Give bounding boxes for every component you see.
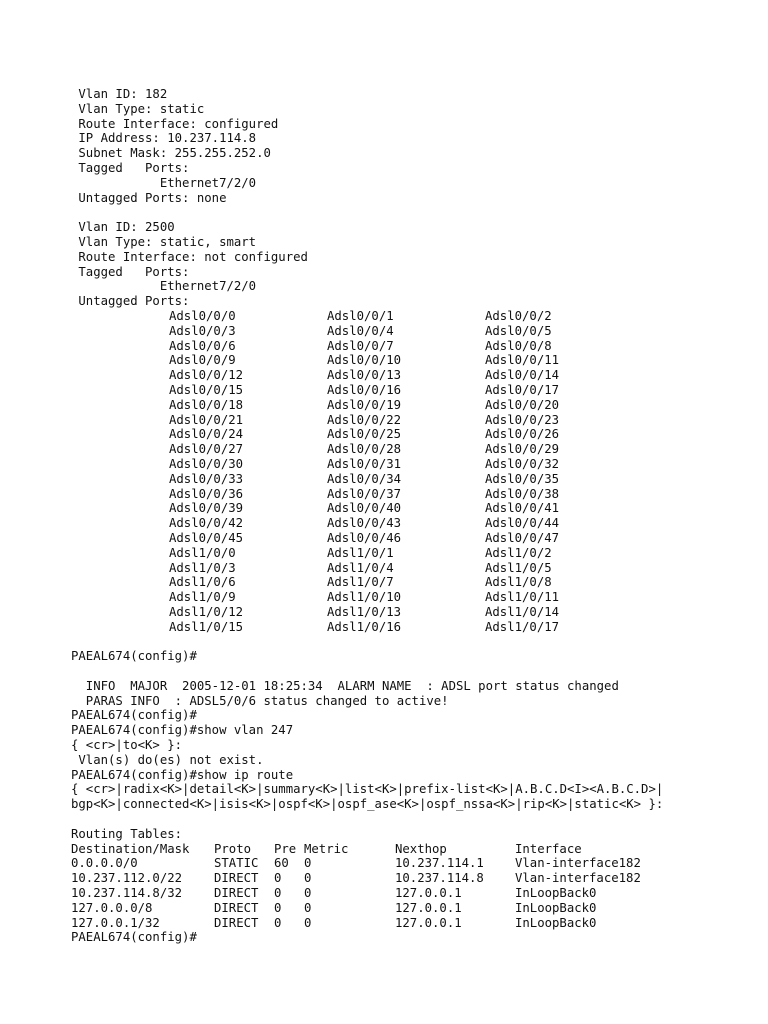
port-name: Adsl0/0/44 [485,516,560,531]
table-cell: 127.0.0.1 [395,900,462,915]
column-header: Metric [304,841,349,856]
port-name: Adsl0/0/21 [169,412,244,427]
port-name: Adsl0/0/34 [327,471,402,486]
vlan-options-line: { <cr>|to<K> }: [71,738,183,753]
command-prompt: PAEAL674(config)# [71,649,197,664]
tagged-port-value: Ethernet7/2/0 [71,175,257,190]
route-options-line: { <cr>|radix<K>|detail<K>|summary<K>|list<K>|prefix-list<K>|A.B.C.D<I><A.B.C.D>| [71,782,664,797]
command-prompt: PAEAL674(config)# [71,708,197,723]
table-row [71,901,761,916]
table-cell: 60 [274,856,289,871]
port-name: Adsl0/0/18 [169,397,244,412]
port-name: Adsl1/0/8 [485,575,552,590]
port-name: Adsl0/0/22 [327,412,402,427]
port-name: Adsl0/0/25 [327,427,402,442]
port-name: Adsl1/0/13 [327,604,402,619]
column-header: Proto [214,841,252,856]
port-name: Adsl1/0/12 [169,604,244,619]
table-cell: Vlan-interface182 [515,856,641,871]
table-cell: 127.0.0.1 [395,915,462,930]
port-name: Adsl1/0/3 [169,560,236,575]
routing-table [71,842,761,931]
routing-tables-heading: Routing Tables: [71,826,183,841]
table-cell: Vlan-interface182 [515,871,641,886]
port-row [71,590,761,605]
table-cell: DIRECT [214,900,259,915]
table-cell: DIRECT [214,871,259,886]
port-row [71,353,761,368]
table-cell: 0 [304,886,312,901]
table-cell: 0 [304,871,312,886]
route-interface-line: Route Interface: configured [71,116,279,131]
table-cell: 127.0.0.0/8 [71,900,153,915]
untagged-port-list [71,309,761,635]
show-ip-route-command: PAEAL674(config)#show ip route [71,767,294,782]
vlan-id-line: Vlan ID: 2500 [71,220,175,235]
table-cell: 0 [304,856,312,871]
port-name: Adsl0/0/12 [169,368,244,383]
command-prompt: PAEAL674(config)# [71,930,197,945]
table-cell: 0 [274,871,282,886]
alarm-line: INFO MAJOR 2005-12-01 18:25:34 ALARM NAME : ADSL port status changed [71,678,619,693]
port-name: Adsl0/0/9 [169,353,236,368]
port-name: Adsl1/0/15 [169,619,244,634]
port-name: Adsl0/0/40 [327,501,402,516]
table-cell: InLoopBack0 [515,900,597,915]
port-name: Adsl1/0/4 [327,560,394,575]
blank-line [71,664,761,679]
port-row [71,501,761,516]
port-name: Adsl0/0/13 [327,368,402,383]
port-name: Adsl0/0/30 [169,456,244,471]
port-name: Adsl0/0/17 [485,382,560,397]
port-row [71,516,761,531]
column-header: Nexthop [395,841,447,856]
table-cell: InLoopBack0 [515,915,597,930]
port-name: Adsl1/0/5 [485,560,552,575]
blank-line [71,205,761,220]
table-cell: 0 [274,886,282,901]
subnet-mask-line: Subnet Mask: 255.255.252.0 [71,146,271,161]
table-cell: 0 [274,915,282,930]
table-row [71,871,761,886]
port-name: Adsl0/0/20 [485,397,560,412]
port-row [71,398,761,413]
port-row [71,546,761,561]
port-name: Adsl0/0/29 [485,442,560,457]
port-name: Adsl0/0/36 [169,486,244,501]
port-name: Adsl0/0/42 [169,516,244,531]
port-row [71,383,761,398]
port-name: Adsl0/0/19 [327,397,402,412]
table-cell: 10.237.114.8 [395,871,484,886]
port-row [71,427,761,442]
table-cell: 10.237.112.0/22 [71,871,183,886]
port-name: Adsl1/0/17 [485,619,560,634]
port-row [71,472,761,487]
table-cell: DIRECT [214,915,259,930]
port-name: Adsl0/0/0 [169,308,236,323]
port-row [71,442,761,457]
port-name: Adsl0/0/3 [169,323,236,338]
column-header: Interface [515,841,582,856]
port-name: Adsl0/0/8 [485,338,552,353]
ip-address-line: IP Address: 10.237.114.8 [71,131,257,146]
tagged-port-value: Ethernet7/2/0 [71,279,257,294]
port-name: Adsl1/0/0 [169,545,236,560]
port-name: Adsl1/0/14 [485,604,560,619]
table-cell: 0.0.0.0/0 [71,856,138,871]
route-options-line: bgp<K>|connected<K>|isis<K>|ospf<K>|ospf_ase<K>|ospf_nssa<K>|rip<K>|static<K> }: [71,797,664,812]
port-row [71,457,761,472]
port-name: Adsl0/0/15 [169,382,244,397]
port-row [71,605,761,620]
terminal-output [71,87,761,945]
port-name: Adsl0/0/45 [169,530,244,545]
port-row [71,620,761,635]
port-name: Adsl0/0/11 [485,353,560,368]
table-cell: 0 [304,900,312,915]
port-name: Adsl0/0/24 [169,427,244,442]
port-name: Adsl1/0/1 [327,545,394,560]
port-name: Adsl0/0/2 [485,308,552,323]
table-cell: 0 [304,915,312,930]
port-row [71,575,761,590]
vlan-type-line: Vlan Type: static, smart [71,234,257,249]
port-name: Adsl0/0/10 [327,353,402,368]
table-cell: 0 [274,900,282,915]
port-name: Adsl0/0/6 [169,338,236,353]
column-header: Destination/Mask [71,841,190,856]
port-row [71,561,761,576]
vlan-id-line: Vlan ID: 182 [71,87,168,101]
port-name: Adsl1/0/11 [485,590,560,605]
routing-table-header [71,842,761,857]
port-name: Adsl0/0/32 [485,456,560,471]
port-row [71,324,761,339]
port-name: Adsl0/0/26 [485,427,560,442]
port-name: Adsl0/0/1 [327,308,394,323]
port-name: Adsl0/0/46 [327,530,402,545]
port-name: Adsl0/0/31 [327,456,402,471]
table-row [71,916,761,931]
column-header: Pre [274,841,297,856]
port-name: Adsl1/0/2 [485,545,552,560]
port-name: Adsl0/0/28 [327,442,402,457]
port-name: Adsl1/0/10 [327,590,402,605]
table-cell: 10.237.114.8/32 [71,886,183,901]
route-interface-line: Route Interface: not configured [71,249,308,264]
port-name: Adsl0/0/7 [327,338,394,353]
port-row [71,531,761,546]
port-name: Adsl0/0/16 [327,382,402,397]
port-name: Adsl1/0/16 [327,619,402,634]
port-row [71,487,761,502]
table-cell: InLoopBack0 [515,886,597,901]
port-name: Adsl0/0/37 [327,486,402,501]
port-name: Adsl0/0/4 [327,323,394,338]
port-row [71,339,761,354]
tagged-ports-line: Tagged Ports: [71,264,190,279]
port-name: Adsl0/0/5 [485,323,552,338]
port-name: Adsl0/0/35 [485,471,560,486]
vlan-not-exist-message: Vlan(s) do(es) not exist. [71,752,264,767]
vlan-type-line: Vlan Type: static [71,101,205,116]
port-name: Adsl0/0/39 [169,501,244,516]
tagged-ports-line: Tagged Ports: [71,160,190,175]
table-cell: 10.237.114.1 [395,856,484,871]
port-name: Adsl0/0/14 [485,368,560,383]
port-name: Adsl1/0/9 [169,590,236,605]
show-vlan-command: PAEAL674(config)#show vlan 247 [71,723,294,738]
port-name: Adsl0/0/43 [327,516,402,531]
table-row [71,886,761,901]
blank-line [71,634,761,649]
table-cell: DIRECT [214,886,259,901]
port-row [71,309,761,324]
port-name: Adsl0/0/23 [485,412,560,427]
table-row [71,856,761,871]
alarm-paras-line: PARAS INFO : ADSL5/0/6 status changed to active! [71,693,449,708]
blank-line [71,812,761,827]
port-name: Adsl0/0/33 [169,471,244,486]
port-name: Adsl0/0/47 [485,530,560,545]
port-row [71,368,761,383]
port-name: Adsl0/0/41 [485,501,560,516]
port-name: Adsl1/0/7 [327,575,394,590]
port-name: Adsl1/0/6 [169,575,236,590]
port-row [71,413,761,428]
table-cell: 127.0.0.1 [395,886,462,901]
untagged-ports-line: Untagged Ports: [71,294,190,309]
untagged-ports-line: Untagged Ports: none [71,190,227,205]
port-name: Adsl0/0/38 [485,486,560,501]
port-name: Adsl0/0/27 [169,442,244,457]
table-cell: STATIC [214,856,259,871]
table-cell: 127.0.0.1/32 [71,915,160,930]
